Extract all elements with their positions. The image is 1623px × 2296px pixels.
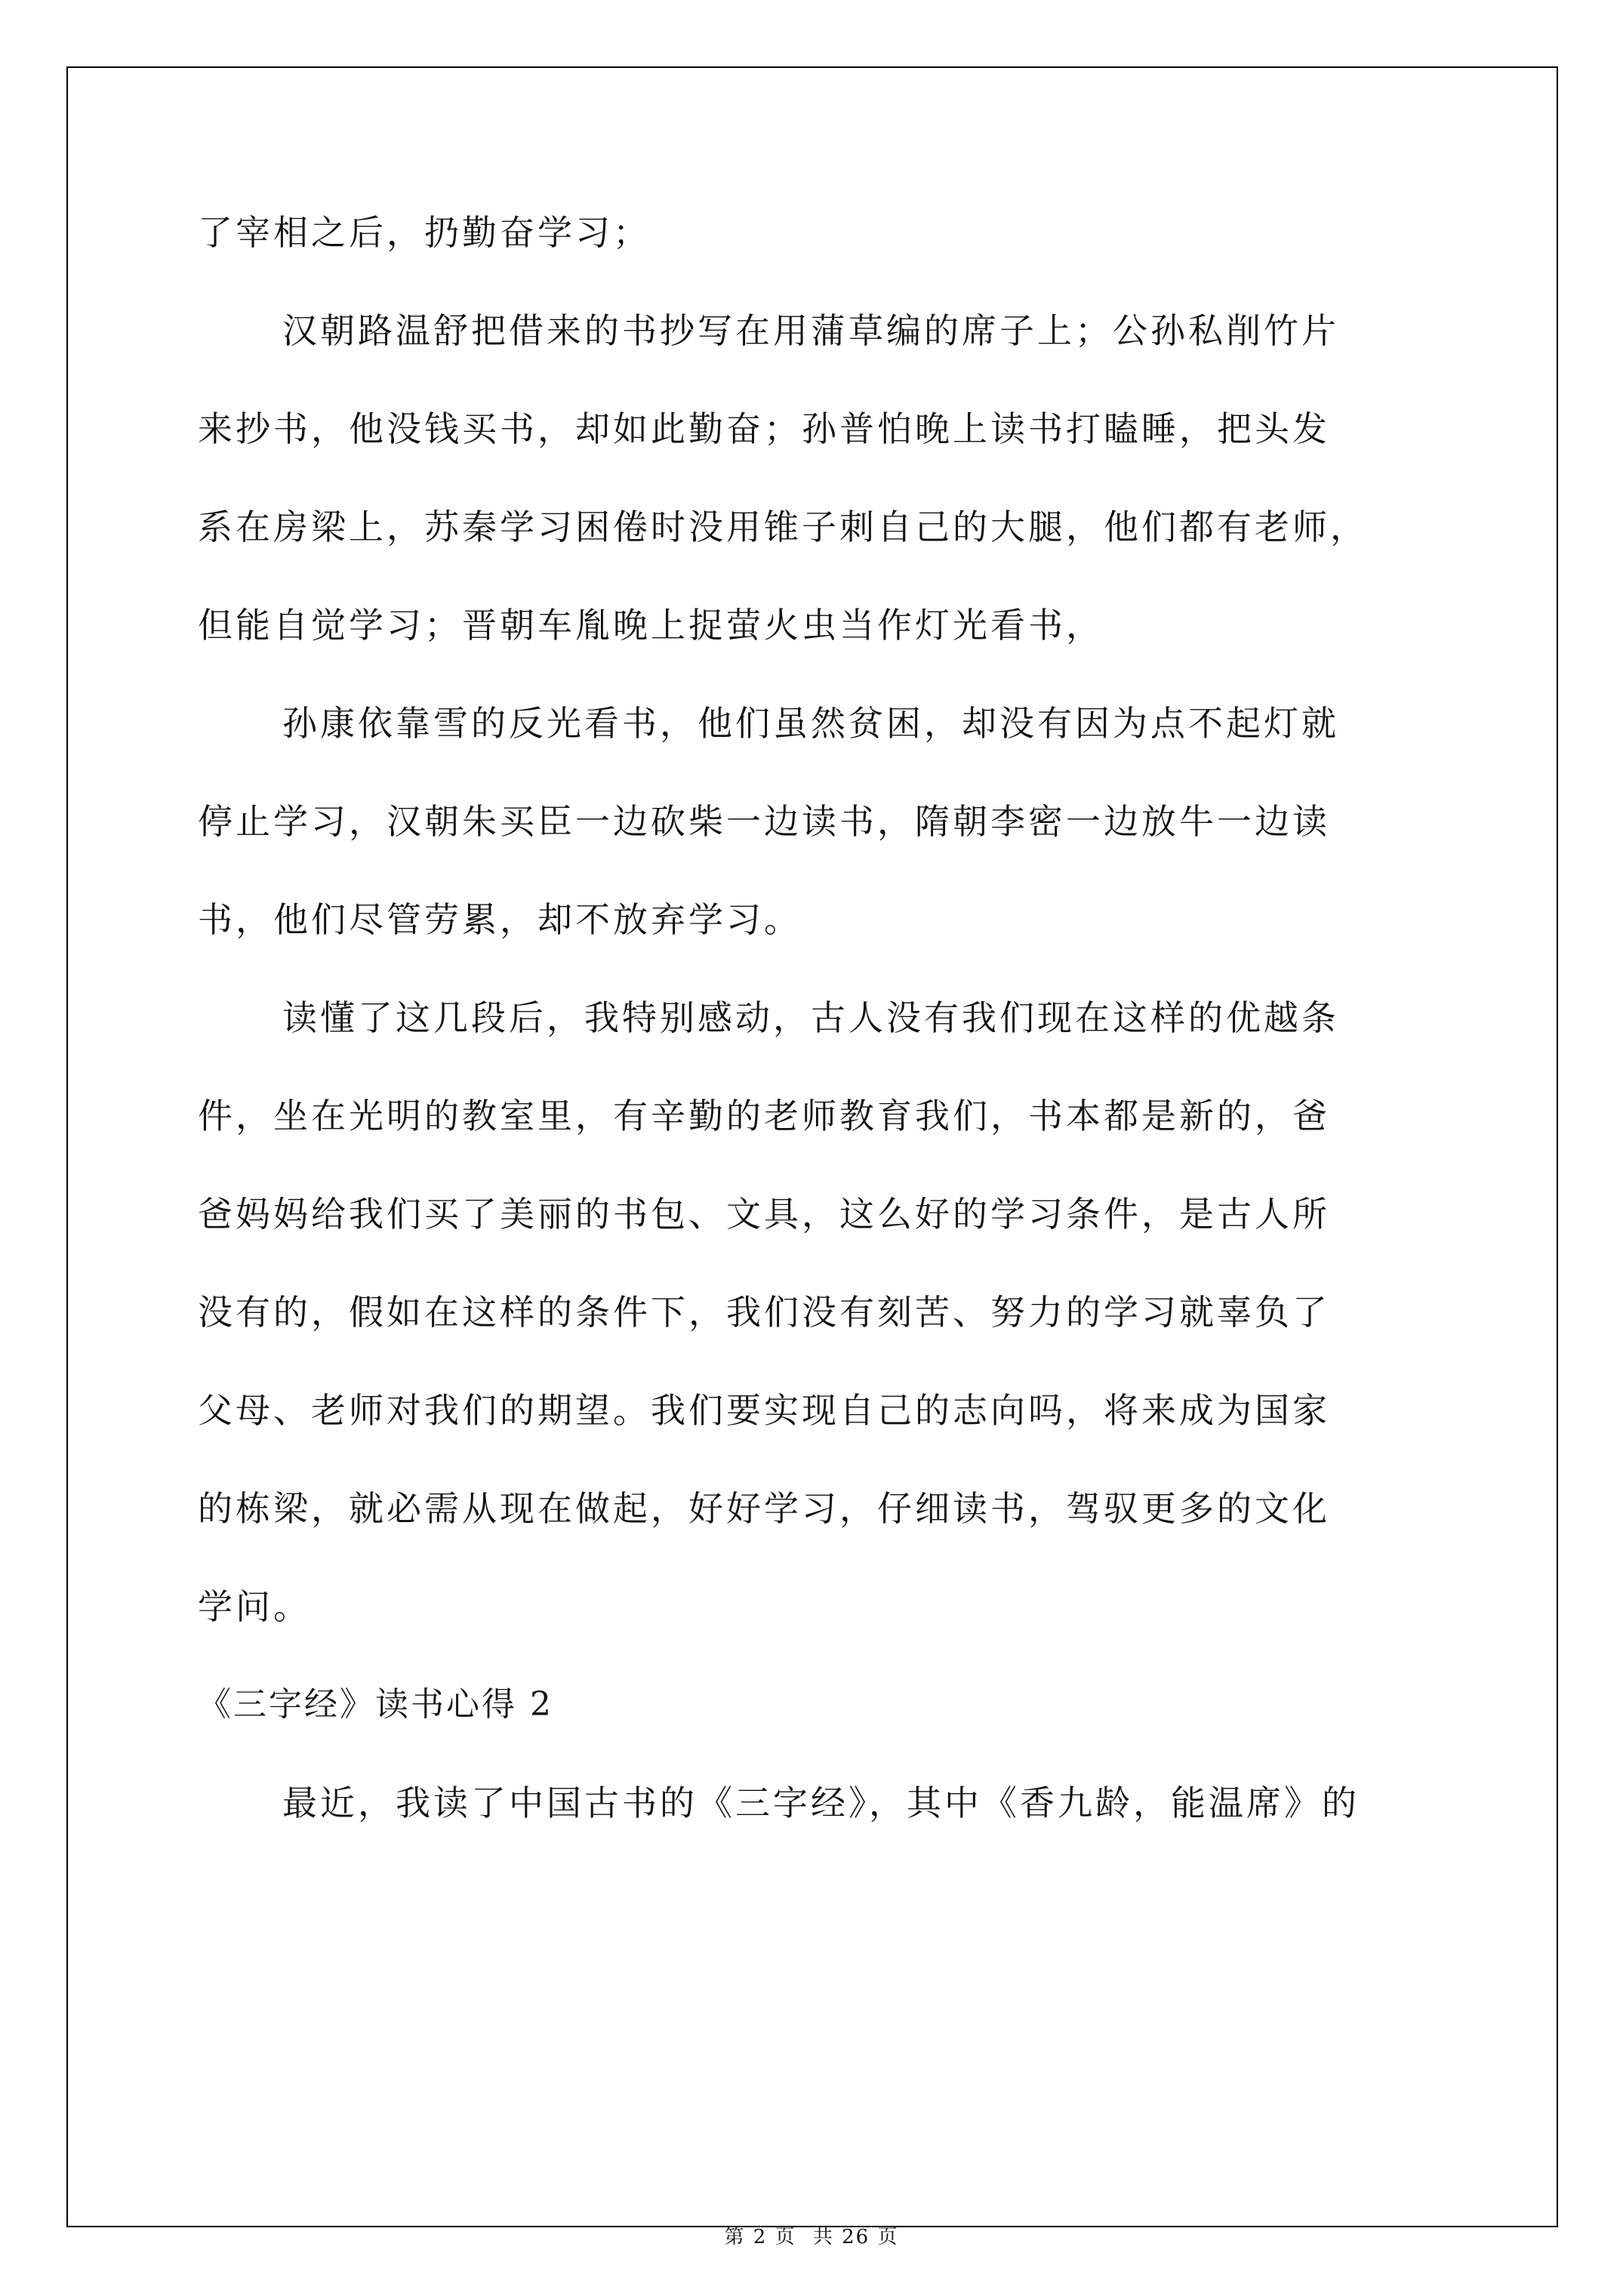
- text-line: 书，他们尽管劳累，却不放弃学习。: [198, 899, 802, 940]
- text-line: 了宰相之后，扔勤奋学习；: [198, 212, 651, 253]
- section-heading: 《三字经》读书心得 2: [198, 1685, 553, 1724]
- text-line: 爸妈妈给我们买了美丽的书包、文具，这么好的学习条件，是古人所: [198, 1194, 1330, 1234]
- page-border: [66, 66, 1558, 2227]
- page-total: 共 26 页: [812, 2226, 899, 2248]
- text-line: 没有的，假如在这样的条件下，我们没有刻苦、努力的学习就辜负了: [198, 1292, 1330, 1333]
- page-footer: [0, 2221, 1623, 2249]
- text-line: 系在房梁上，苏秦学习困倦时没用锥子刺自己的大腿，他们都有老师，: [198, 507, 1368, 547]
- text-line: 的栋梁，就必需从现在做起，好好学习，仔细读书，驾驭更多的文化: [198, 1488, 1330, 1529]
- text-line: 学问。: [198, 1586, 311, 1627]
- text-line: 孙康依靠雪的反光看书，他们虽然贫困，却没有因为点不起灯就: [282, 703, 1339, 744]
- text-line: 读懂了这几段后，我特别感动，古人没有我们现在这样的优越条: [282, 997, 1339, 1038]
- page-number: 第 2 页: [724, 2226, 796, 2248]
- text-line: 汉朝路温舒把借来的书抄写在用蒲草编的席子上；公孙私削竹片: [282, 310, 1339, 351]
- text-line: 最近，我读了中国古书的《三字经》，其中《香九龄，能温席》的: [282, 1783, 1360, 1823]
- text-line: 父母、老师对我们的期望。我们要实现自己的志向吗，将来成为国家: [198, 1390, 1330, 1431]
- text-line: 件，坐在光明的教室里，有辛勤的老师教育我们，书本都是新的，爸: [198, 1096, 1330, 1136]
- text-line: 但能自觉学习；晋朝车胤晚上捉萤火虫当作灯光看书，: [198, 605, 1104, 646]
- text-line: 停止学习，汉朝朱买臣一边砍柴一边读书，隋朝李密一边放牛一边读: [198, 801, 1330, 842]
- text-line: 来抄书，他没钱买书，却如此勤奋；孙普怕晚上读书打瞌睡，把头发: [198, 408, 1330, 449]
